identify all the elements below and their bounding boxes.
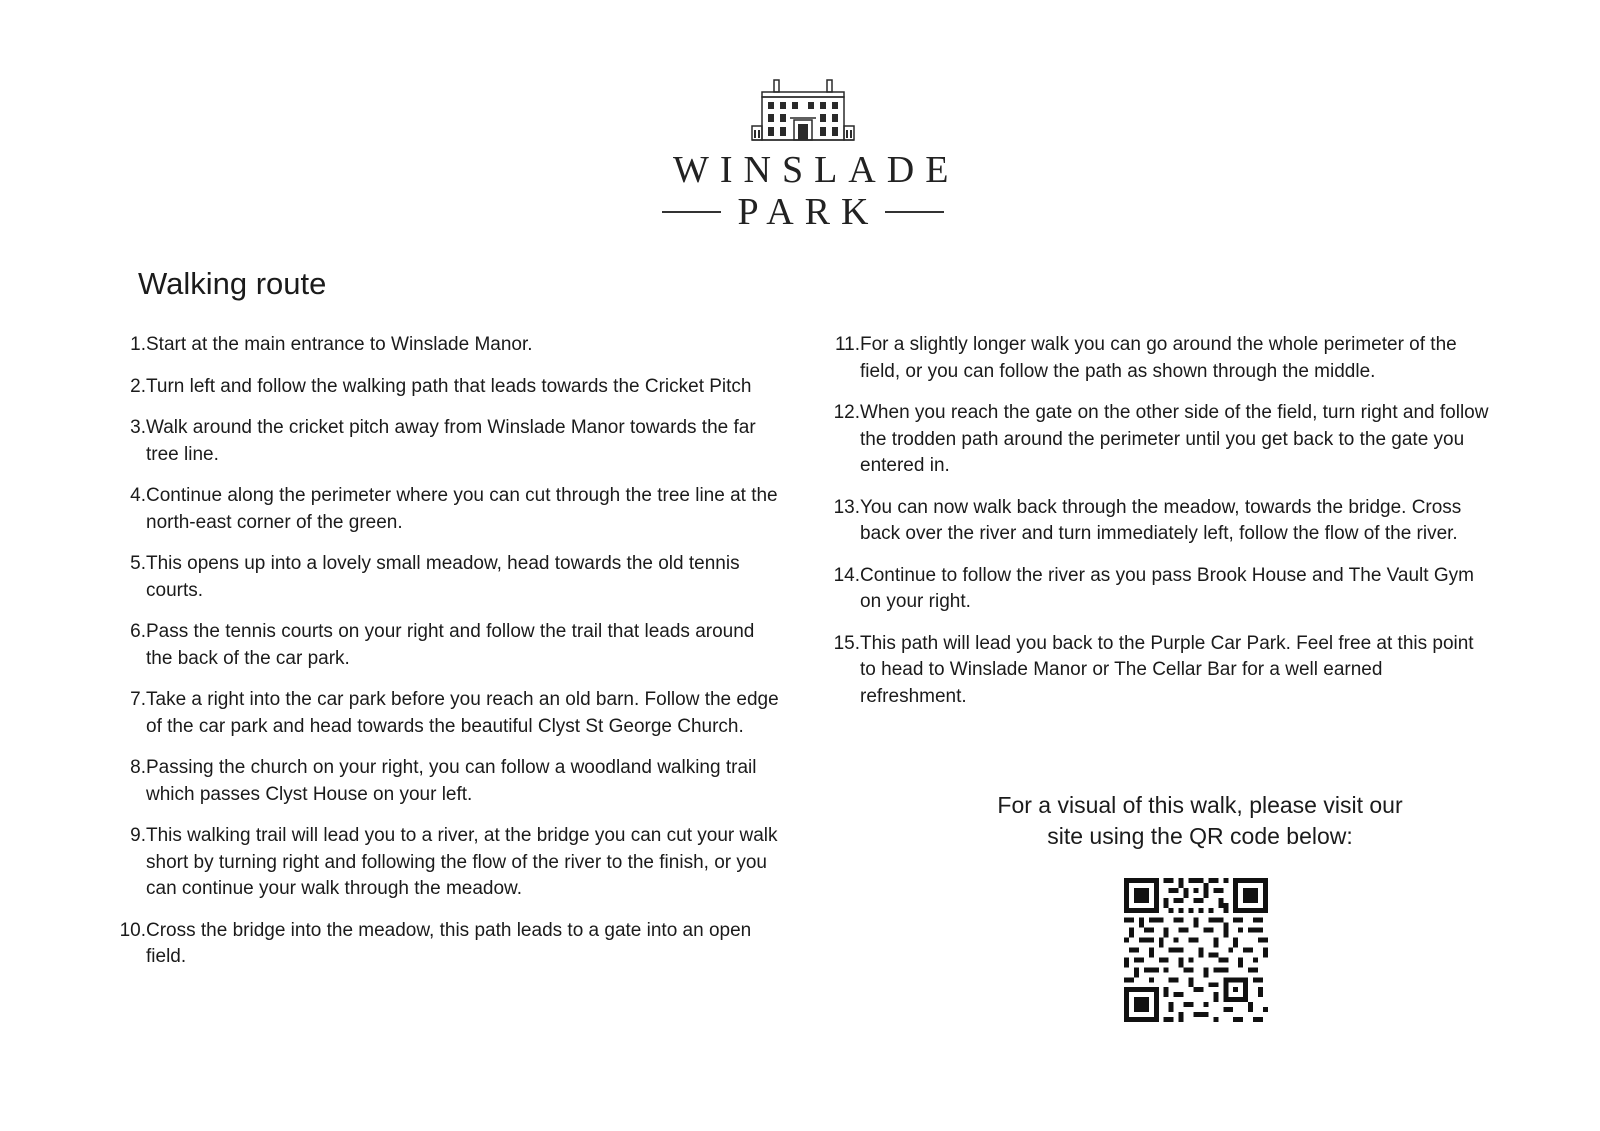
step-item	[108, 755, 788, 808]
step-text: For a slightly longer walk you can go around the whole perimeter of the field, or you can follow the path as shown through the middle.	[860, 334, 1457, 382]
steps-list-left	[108, 332, 788, 986]
step-number: 3.	[130, 417, 146, 438]
step-number: 6.	[130, 621, 146, 642]
step-item	[108, 483, 788, 536]
page-title: Walking route	[138, 266, 327, 301]
step-text: This path will lead you back to the Purple Car Park. Feel free at this point to head to Winslade Manor or The Cellar Bar for a well earned refreshment.	[860, 632, 1474, 707]
brand-logo	[662, 76, 960, 233]
step-number: 13.	[833, 496, 860, 518]
step-number: 12.	[833, 402, 860, 423]
step-text: Turn left and follow the walking path that leads towards the Cricket Pitch	[146, 375, 752, 397]
step-number: 15.	[833, 632, 860, 654]
step-item	[822, 563, 1502, 616]
step-item	[108, 918, 788, 971]
step-item	[108, 332, 788, 359]
step-number: 10.	[119, 919, 146, 941]
step-text: Pass the tennis courts on your right and follow the trail that leads around the back of the car park.	[146, 621, 755, 669]
brand-name-line2: PARK	[737, 191, 880, 233]
step-text: This walking trail will lead you to a river, at the bridge you can cut your walk short by turning right and following the flow of the river to the finish, or you can continue your walk through the meadow.	[146, 825, 778, 899]
step-item	[108, 823, 788, 903]
step-text: Continue to follow the river as you pass Brook House and The Vault Gym on your right.	[860, 564, 1474, 612]
step-text: Cross the bridge into the meadow, this path leads to a gate into an open field.	[146, 919, 752, 967]
step-text: Continue along the perimeter where you can cut through the tree line at the north-east corner of the green.	[146, 485, 778, 533]
visit-note-line1: For a visual of this walk, please visit our	[997, 792, 1403, 818]
step-item	[108, 551, 788, 604]
step-number: 2.	[130, 375, 146, 397]
step-number: 7.	[130, 689, 146, 710]
step-item	[108, 687, 788, 740]
step-text: This opens up into a lovely small meadow, head towards the old tennis courts.	[146, 553, 740, 601]
manor-house-icon	[750, 78, 856, 142]
step-item	[108, 374, 788, 401]
step-item	[108, 619, 788, 672]
step-item	[822, 400, 1502, 480]
brand-name-line2-row	[662, 192, 944, 232]
step-item	[822, 631, 1502, 711]
step-item	[108, 415, 788, 468]
visit-note	[940, 790, 1460, 852]
qr-code-icon[interactable]	[1124, 878, 1268, 1022]
visit-note-line2: site using the QR code below:	[1047, 823, 1353, 849]
step-number: 11.	[834, 334, 860, 355]
step-text: Take a right into the car park before you reach an old barn. Follow the edge of the car park and head towards the beautiful Clyst St George Church.	[146, 689, 779, 737]
brand-rule-right	[885, 211, 944, 213]
step-number: 1.	[130, 334, 146, 355]
brand-name-line1: WINSLADE	[673, 149, 960, 191]
step-item	[822, 332, 1502, 385]
step-number: 8.	[130, 757, 146, 778]
step-number: 9.	[130, 825, 146, 846]
step-text: When you reach the gate on the other side of the field, turn right and follow the trodden path around the perimeter until you get back to the gate you entered in.	[860, 402, 1489, 476]
step-item	[822, 495, 1502, 548]
step-number: 14.	[833, 564, 860, 586]
step-number: 4.	[130, 485, 146, 506]
step-text: Passing the church on your right, you can follow a woodland walking trail which passes Clyst House on your left.	[146, 757, 757, 805]
step-number: 5.	[130, 553, 146, 574]
step-text: Walk around the cricket pitch away from Winslade Manor towards the far tree line.	[146, 417, 756, 465]
steps-list-right	[822, 332, 1502, 725]
brand-rule-left	[662, 211, 721, 213]
step-text: You can now walk back through the meadow, towards the bridge. Cross back over the river and turn immediately left, follow the flow of the river.	[860, 496, 1462, 544]
step-text: Start at the main entrance to Winslade Manor.	[146, 334, 533, 355]
